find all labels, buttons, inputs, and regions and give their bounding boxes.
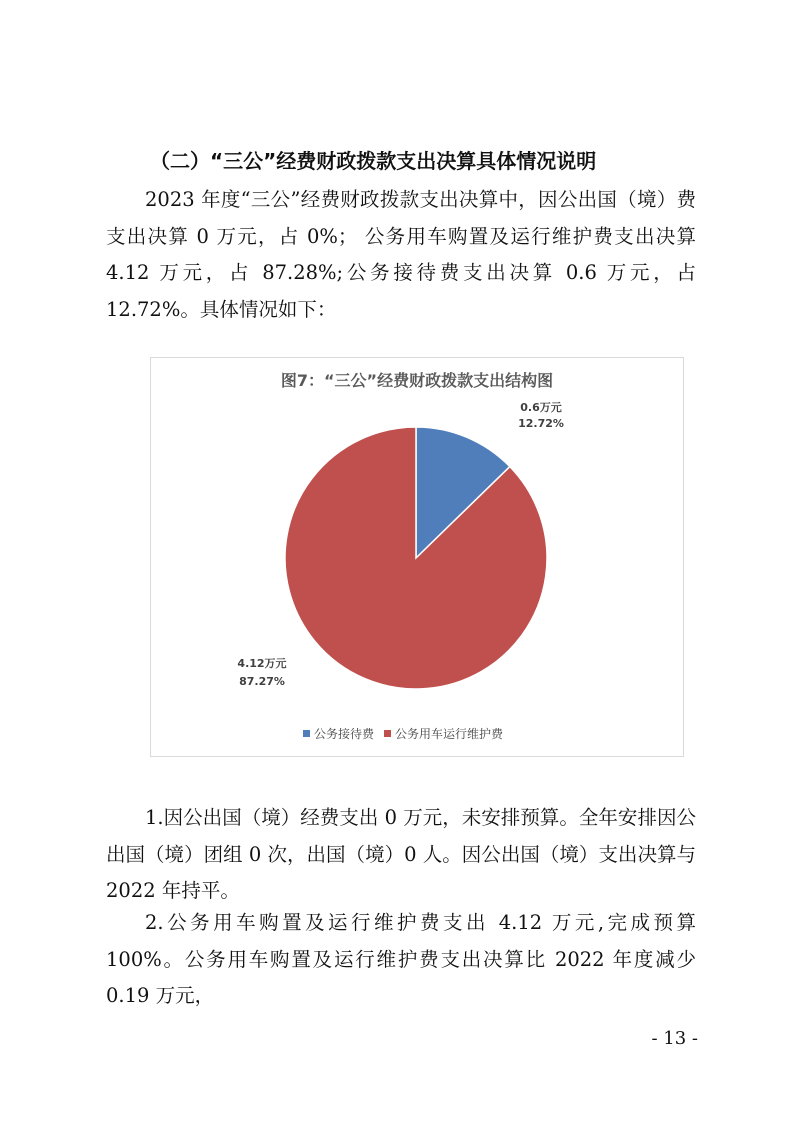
intro-paragraph: 2023 年度“三公”经费财政拨款支出决算中，因公出国（境）费支出决算 0 万元，占 0%； 公务用车购置及运行维护费支出决算 4.12 万元，占 87.28%;公务接待费支出决算 0.6 万元，占 12.72%。具体情况如下：: [106, 188, 696, 321]
legend-label-0: 公务接待费: [314, 727, 375, 741]
page-number: - 13 -: [651, 1028, 698, 1049]
chart-title: 图7：“三公”经费财政拨款支出结构图: [280, 371, 554, 390]
slice-value-label-1: 4.12万元: [237, 657, 287, 670]
item2-paragraph: 2.公务用车购置及运行维护费支出 4.12 万元,完成预算 100%。公务用车购置及运行维护费支出决算比 2022 年度减少 0.19 万元，: [106, 911, 696, 1007]
legend-swatch-0: [303, 730, 310, 737]
slice-percent-label-1: 87.27%: [239, 675, 285, 688]
slice-value-label-0: 0.6万元: [520, 401, 562, 414]
item1-paragraph: 1.因公出国（境）经费支出 0 万元，未安排预算。全年安排因公出国（境）团组 0 次，出国（境）0 人。因公出国（境）支出决算与 2022 年持平。: [106, 806, 696, 902]
legend-label-1: 公务用车运行维护费: [395, 727, 504, 741]
section-heading: （二）“三公”经费财政拨款支出决算具体情况说明: [150, 149, 597, 173]
legend-swatch-1: [384, 730, 391, 737]
slice-percent-label-0: 12.72%: [518, 417, 564, 430]
